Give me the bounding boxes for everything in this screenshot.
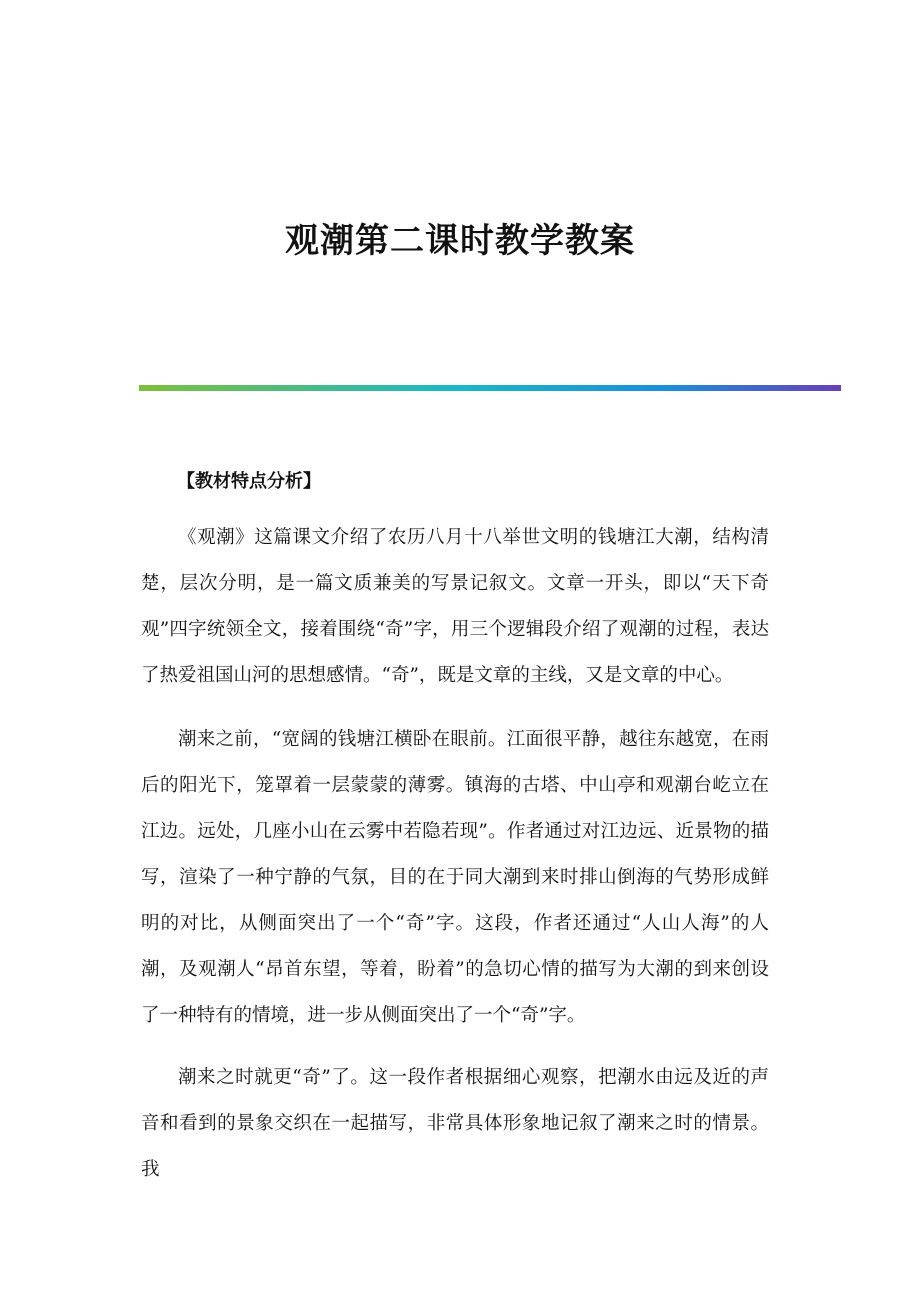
section-heading: 【教材特点分析】 <box>177 471 321 492</box>
paragraph: 《观潮》这篇课文介绍了农历八月十八举世文明的钱塘江大潮，结构清楚，层次分明，是一篇文质兼美的写景记叙文。文章一开头，即以“天下奇观”四字统领全文，接着围绕“奇”字，用三个逻辑段介绍了观潮的过程，表达了热爱祖国山河的思想感情。“奇”，既是文章的主线，又是文章的中心。 <box>141 527 769 686</box>
paragraph: 潮来之前，“宽阔的钱塘江横卧在眼前。江面很平静，越往东越宽，在雨后的阳光下，笼罩着一层蒙蒙的薄雾。镇海的古塔、中山亭和观潮台屹立在江边。远处，几座小山在云雾中若隐若现”。作者通过对江边远、近景物的描写，渲染了一种宁静的气氛，目的在于同大潮到来时排山倒海的气势形成鲜明的对比，从侧面突出了一个“奇”字。这段，作者还通过“人山人海”的人潮，及观潮人“昂首东望，等着，盼着”的急切心情的描写为大潮的到来创设了一种特有的情境，进一步从侧面突出了一个“奇”字。 <box>141 729 769 1026</box>
title-divider <box>139 385 841 391</box>
page-title: 观潮第二课时教学教案 <box>285 221 635 261</box>
paragraph: 潮来之时就更“奇”了。这一段作者根据细心观察，把潮水由远及近的声音和看到的景象交织在一起描写，非常具体形象地记叙了潮来之时的情景。我 <box>141 1067 769 1180</box>
